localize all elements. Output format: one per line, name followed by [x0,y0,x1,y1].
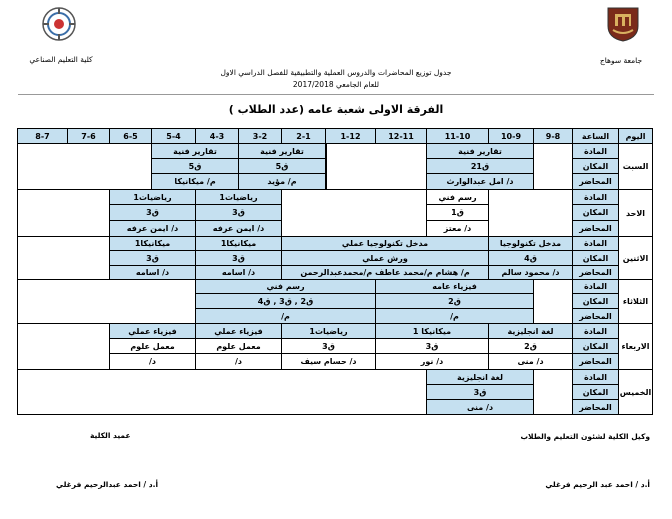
empty-cell [281,189,427,237]
schedule-cell: معمل علوم [109,338,196,354]
empty-cell [17,189,110,237]
schedule-cell: مدخل تكنولوجيا عملي [281,236,489,251]
schedule-cell: فيزياء عملي [109,323,196,339]
schedule-cell: فيزياء عامه [375,279,534,294]
header-day: اليوم [618,128,653,144]
row-label: المكان [572,158,619,174]
schedule-cell: م/ [375,308,534,324]
empty-cell [17,143,152,190]
row-label: المادة [572,189,619,205]
schedule-cell: د/ [109,353,196,370]
day-sunday: الاحد [618,189,653,237]
schedule-cell: م/ ميكانيكا [151,173,239,190]
empty-cell [326,143,427,190]
slot-header: 3-2 [238,128,282,144]
slot-header: 5-4 [151,128,196,144]
day-thursday: الخميس [618,369,653,415]
dean-title: عميد الكلية [90,431,131,440]
faculty-logo [42,6,76,42]
schedule-cell: ميكانيكا1 [109,236,196,251]
schedule-cell: ق5 [238,158,326,174]
schedule-cell: ق2 , ق3 , ق4 [195,293,376,309]
schedule-cell: ق3 [375,338,489,354]
page-title: الفرقة الاولى شعبة عامه (عدد الطلاب ) [228,103,444,116]
row-label: المحاضر [572,173,619,190]
schedule-cell: ق3 [281,338,376,354]
slot-header: 2-1 [281,128,326,144]
row-label: المكان [572,384,619,400]
schedule-cell: ق3 [195,204,282,221]
schedule-cell: تقارير فنية [426,143,534,159]
university-name: جامعة سوهاج [599,56,643,65]
schedule-cell: د/ ايمن عرفه [195,220,282,237]
schedule-cell: ق2 [375,293,534,309]
vice-dean-title: وكيل الكلية لشئون التعليم والطلاب [520,432,650,441]
day-tuesday: الثلاثاء [618,279,653,324]
schedule-cell: ق1 [426,204,489,221]
row-label: المادة [572,143,619,159]
schedule-cell: ق3 [109,204,196,221]
slot-header: 6-5 [109,128,152,144]
empty-cell [17,323,110,370]
row-label: المحاضر [572,353,619,370]
schedule-cell: د/ [195,353,282,370]
schedule-cell: د/ منى [426,399,534,415]
schedule-cell: ق5 [151,158,239,174]
schedule-cell: ق4 [488,250,573,266]
schedule-cell: معمل علوم [195,338,282,354]
slot-header: 9-8 [533,128,573,144]
schedule-table [18,129,654,416]
schedule-cell: رياضيات1 [281,323,376,339]
university-logo [606,6,640,42]
empty-cell [17,236,110,280]
empty-cell [533,279,573,324]
schedule-cell: رسم فني [195,279,376,294]
schedule-cell: ميكانيكا1 [195,236,282,251]
header-hour: الساعة [572,128,619,144]
schedule-cell: تقارير فنية [151,143,239,159]
row-label: المحاضر [572,308,619,324]
schedule-cell: د/ حسام سيف [281,353,376,370]
empty-cell [488,189,573,237]
day-wednesday: الاربعاء [618,323,653,370]
row-label: المادة [572,236,619,251]
schedule-cell: د/ ايمن عرفه [109,220,196,237]
row-label: المحاضر [572,399,619,415]
slot-header: 12-11 [375,128,427,144]
row-label: المكان [572,338,619,354]
schedule-cell: رياضيات1 [109,189,196,205]
row-label: المكان [572,204,619,221]
schedule-cell: ق21 [426,158,534,174]
header-divider [18,94,654,95]
schedule-cell: لغة انجليزية [426,369,534,385]
slot-header: 4-3 [195,128,239,144]
vice-dean-name: أ.د / احمد عبد الرحيم فرغلي [545,480,650,489]
slot-header: 10-9 [488,128,534,144]
schedule-cell: د/ اسامه [195,265,282,280]
schedule-cell: د/ محمود سالم [488,265,573,280]
schedule-cell: ق2 [488,338,573,354]
schedule-cell: ورش عملي [281,250,489,266]
schedule-cell: د/ نور [375,353,489,370]
schedule-cell: د/ منى [488,353,573,370]
slot-header: 7-6 [67,128,110,144]
dean-name: أ.د / احمد عبدالرحيم فرغلي [56,480,159,489]
schedule-cell: لغة انجليزية [488,323,573,339]
slot-header: 1-12 [325,128,376,144]
slot-header: 8-7 [17,128,68,144]
header-line-2: للعام الجامعي 2017/2018 [292,80,380,89]
row-label: المكان [572,250,619,266]
schedule-cell: م/ [195,308,376,324]
schedule-cell: د/ اسامه [109,265,196,280]
row-label: المحاضر [572,265,619,280]
row-label: المادة [572,369,619,385]
schedule-cell: تقارير فنية [238,143,326,159]
schedule-cell: د/ معتز [426,220,489,237]
day-saturday: السبت [618,143,653,190]
row-label: المادة [572,323,619,339]
schedule-cell: ق3 [195,250,282,266]
row-label: المكان [572,293,619,309]
schedule-cell: م/ هشام م/محمد عاطف م/محمدعبدالرحمن [281,265,489,280]
faculty-name: كلية التعليم الصناعي [29,55,93,64]
empty-cell [17,279,196,324]
empty-cell [17,369,427,415]
schedule-cell: رسم فني [426,189,489,205]
empty-cell [533,369,573,415]
header-line-1: جدول توزيع المحاضرات والدروس العملية والتطبيقية للفصل الدراسي الاول [220,68,452,77]
empty-cell [533,143,573,190]
schedule-cell: ق3 [426,384,534,400]
schedule-cell: ق3 [109,250,196,266]
schedule-cell: مدخل تكنولوجيا [488,236,573,251]
schedule-cell: فيزياء عملي [195,323,282,339]
schedule-cell: د/ امل عبدالوارث [426,173,534,190]
schedule-cell: م/ مؤيد [238,173,326,190]
row-label: المادة [572,279,619,294]
slot-header: 11-10 [426,128,489,144]
schedule-cell: ميكانيكا 1 [375,323,489,339]
day-monday: الاثنين [618,236,653,280]
schedule-cell: رياضيات1 [195,189,282,205]
row-label: المحاضر [572,220,619,237]
